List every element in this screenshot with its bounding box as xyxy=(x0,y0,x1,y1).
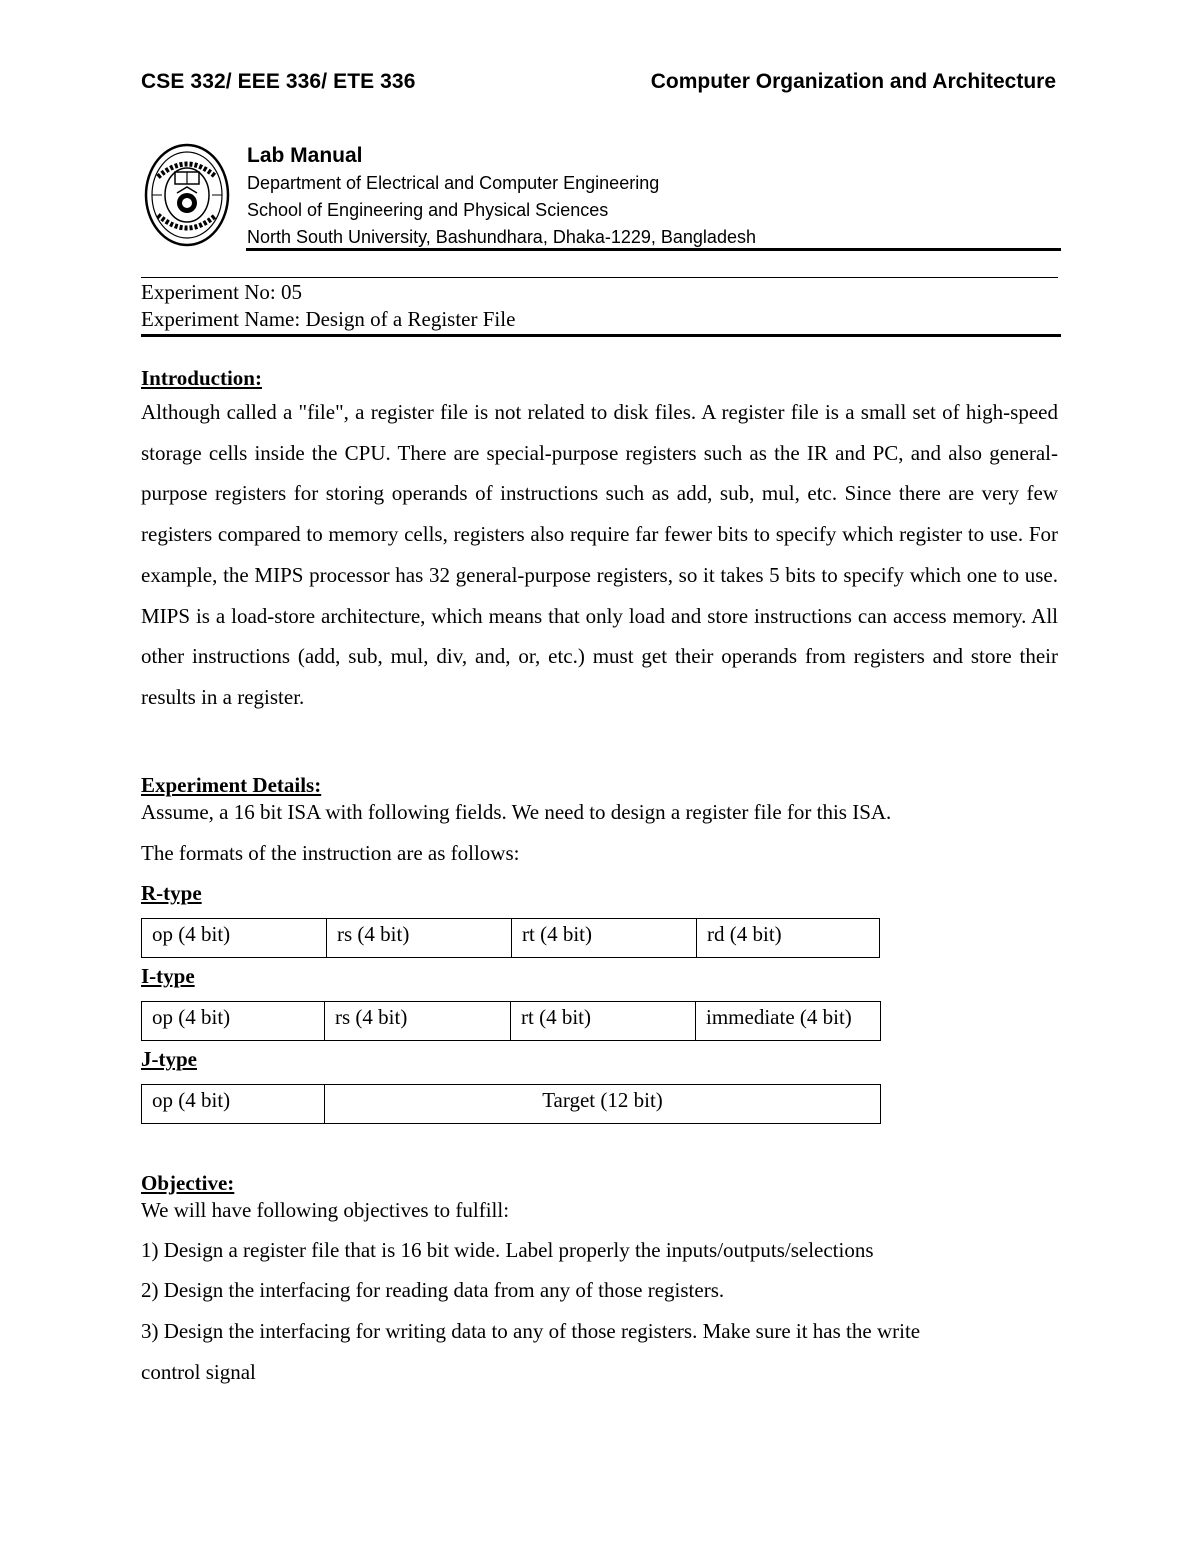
objective-item-2: 2) Design the interfacing for reading data from any of those registers. xyxy=(141,1278,725,1302)
r-type-op-field: op (4 bit) xyxy=(142,919,327,958)
r-type-rs-field: rs (4 bit) xyxy=(327,919,512,958)
i-type-rt-field: rt (4 bit) xyxy=(511,1002,696,1041)
address-line: North South University, Bashundhara, Dhaka-1229, Bangladesh xyxy=(247,227,756,247)
university-seal-logo xyxy=(144,143,230,247)
r-type-format-table xyxy=(141,918,880,958)
lab-manual-title: Lab Manual xyxy=(247,144,363,167)
r-type-rt-field: rt (4 bit) xyxy=(512,919,697,958)
objective-item-3: 3) Design the interfacing for writing data to any of those registers. Make sure it has the write xyxy=(141,1319,921,1343)
j-type-target-field: Target (12 bit) xyxy=(325,1085,881,1124)
i-type-rs-field: rs (4 bit) xyxy=(325,1002,511,1041)
details-line-1: Assume, a 16 bit ISA with following fields. We need to design a register file for this ISA. xyxy=(141,800,892,824)
r-type-heading: R-type xyxy=(141,881,202,905)
j-type-heading: J-type xyxy=(141,1047,197,1071)
university-block xyxy=(247,142,1060,251)
experiment-number: Experiment No: 05 xyxy=(141,280,302,304)
i-type-format-table xyxy=(141,1001,881,1041)
header-divider xyxy=(246,248,1061,251)
course-title: Computer Organization and Architecture xyxy=(650,70,1056,93)
objective-item-3-continued: control signal xyxy=(141,1360,256,1384)
experiment-top-divider xyxy=(141,277,1058,278)
experiment-name: Experiment Name: Design of a Register File xyxy=(141,307,516,331)
objective-heading: Objective: xyxy=(141,1171,235,1195)
school-line: School of Engineering and Physical Sciences xyxy=(247,200,609,220)
department-line: Department of Electrical and Computer Engineering xyxy=(247,173,660,193)
objective-intro: We will have following objectives to fulfill: xyxy=(141,1198,510,1222)
experiment-bottom-divider xyxy=(141,334,1061,337)
r-type-rd-field: rd (4 bit) xyxy=(697,919,880,958)
introduction-body: Although called a "file", a register file is not related to disk files. A register file is a small set of high-speed storage cells inside the CPU. There are special-purpose registers such as the IR and PC, and also general-purpose registers for storing operands of instructions such as add, sub, mul, etc. Since there are very few registers compared to memory cells, registers also require far fewer bits to specify which register to use. For example, the MIPS processor has 32 general-purpose registers, so it takes 5 bits to specify which one to use. MIPS is a load-store architecture, which means that only load and store instructions can access memory. All other instructions (add, sub, mul, div, and, or, etc.) must get their operands from registers and store their results in a register. xyxy=(141,400,1058,709)
course-code: CSE 332/ EEE 336/ ETE 336 xyxy=(141,70,416,93)
j-type-op-field: op (4 bit) xyxy=(142,1085,325,1124)
i-type-op-field: op (4 bit) xyxy=(142,1002,325,1041)
i-type-heading: I-type xyxy=(141,964,195,988)
introduction-heading: Introduction: xyxy=(141,366,262,390)
j-type-format-table xyxy=(141,1084,881,1124)
experiment-details-heading: Experiment Details: xyxy=(141,773,322,797)
details-line-2: The formats of the instruction are as follows: xyxy=(141,841,520,865)
i-type-immediate-field: immediate (4 bit) xyxy=(696,1002,881,1041)
objective-item-1: 1) Design a register file that is 16 bit wide. Label properly the inputs/outputs/selections xyxy=(141,1238,874,1262)
